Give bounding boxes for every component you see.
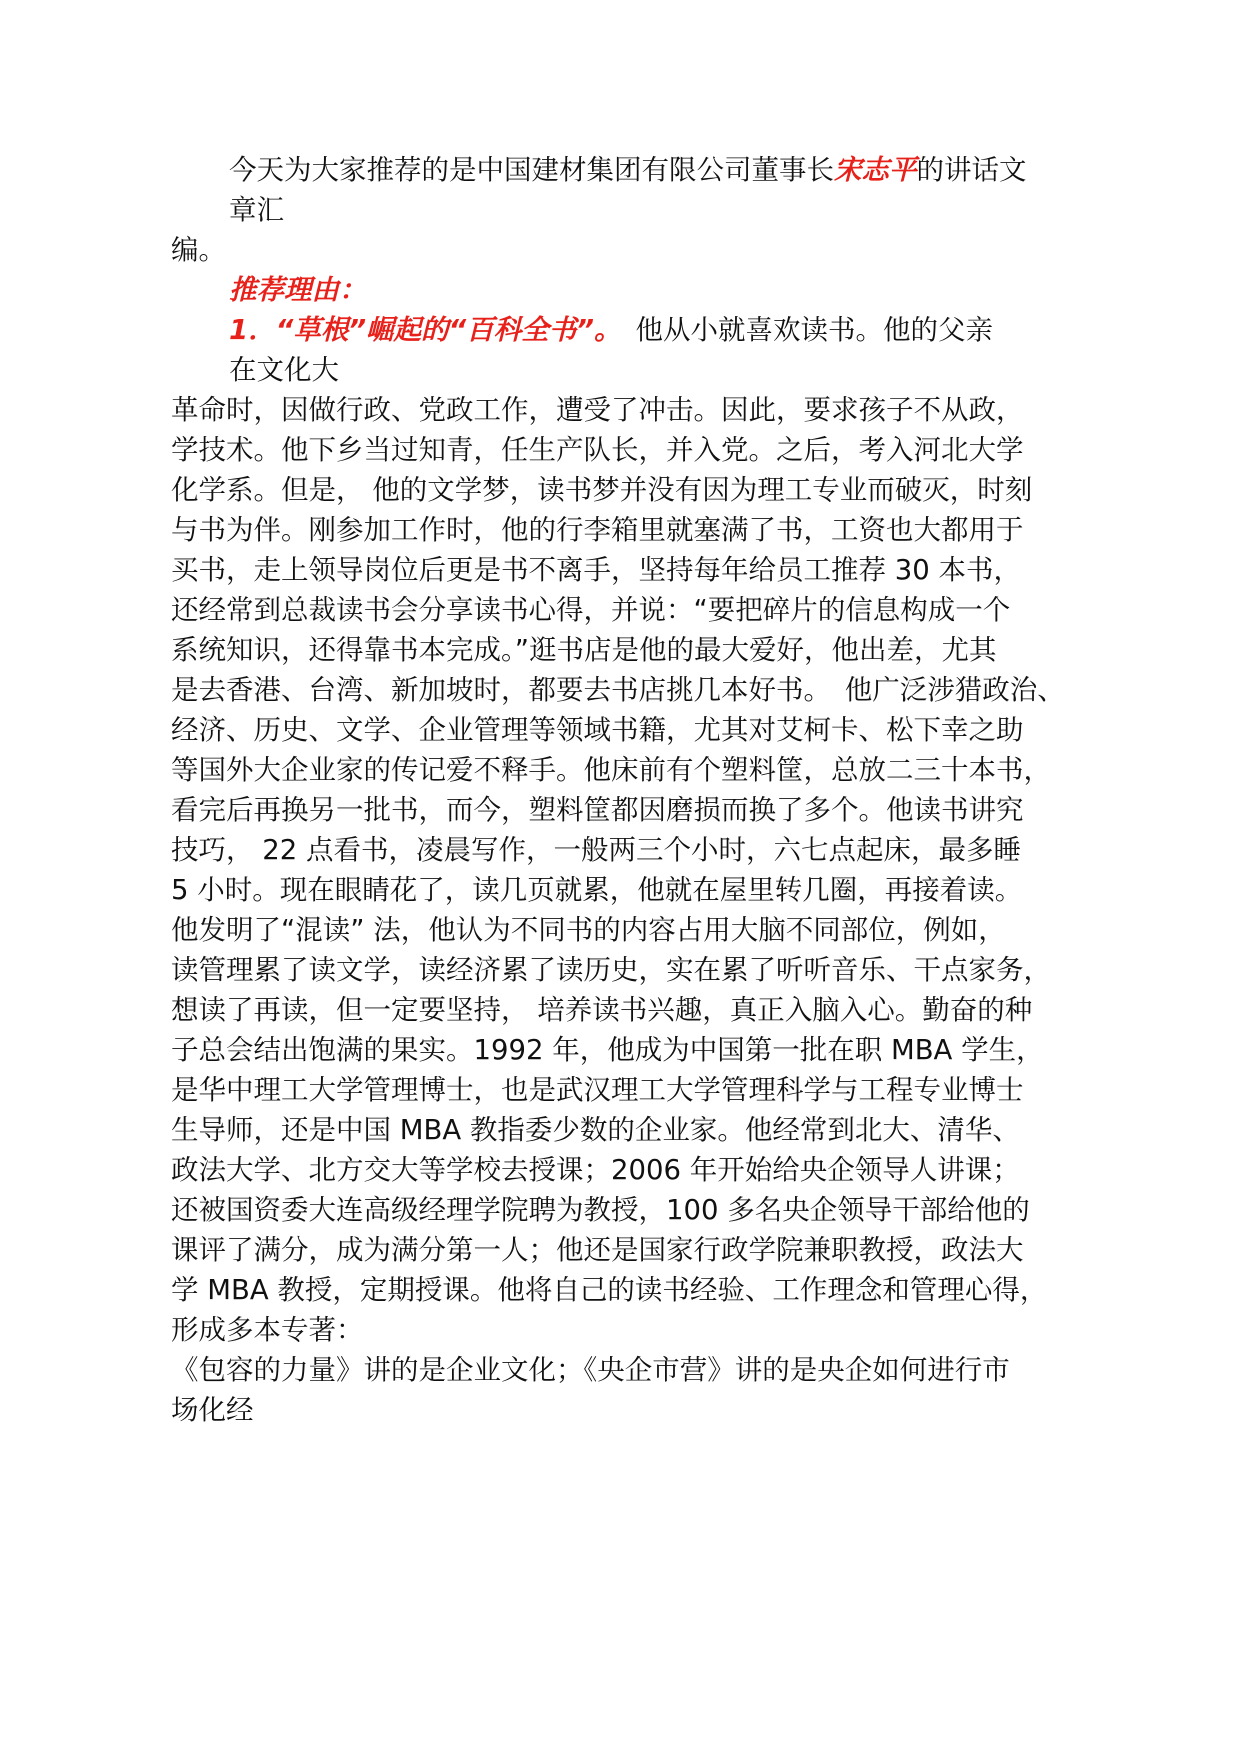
chairman-name: 宋志平: [834, 154, 917, 186]
body-line: 他发明了“混读” 法，他认为不同书的内容占用大脑不同部位，例如，: [171, 914, 1006, 946]
body-line: 与书为伴。刚参加工作时，他的行李箱里就塞满了书，工资也大都用于: [171, 514, 1024, 546]
section-heading: 推荐理由：: [229, 274, 367, 306]
point1-line: [229, 311, 993, 349]
intro-suffix: 的讲话文: [916, 154, 1027, 186]
body-line: 化学系。但是， 他的文学梦，读书梦并没有因为理工专业而破灭，时刻: [171, 474, 1033, 506]
body-line: 读管理累了读文学，读经济累了读历史，实在累了听听音乐、干点家务，: [171, 954, 1051, 986]
point1-wrap-line: 在文化大: [229, 354, 339, 386]
body-line: 经济、历史、文学、企业管理等领域书籍，尤其对艾柯卡、松下幸之助: [171, 714, 1024, 746]
body-line: 看完后再换另一批书，而今，塑料筐都因磨损而换了多个。他读书讲究: [171, 794, 1024, 826]
body-line: 课评了满分，成为满分第一人；他还是国家行政学院兼职教授，政法大: [171, 1234, 1024, 1266]
body-line: 革命时，因做行政、党政工作，遭受了冲击。因此，要求孩子不从政，: [171, 394, 1024, 426]
intro-wrap-line: 章汇: [229, 194, 284, 226]
body-line: 是去香港、台湾、新加坡时，都要去书店挑几本好书。 他广泛涉猎政治、: [171, 674, 1065, 706]
point1-text: 他从小就喜欢读书。他的父亲: [635, 314, 993, 346]
body-line: 学技术。他下乡当过知青，任生产队长，并入党。之后，考入河北大学: [171, 434, 1024, 466]
body-line: 还被国资委大连高级经理学院聘为教授，100 多名央企领导干部给他的: [171, 1194, 1030, 1226]
body-line: 是华中理工大学管理博士，也是武汉理工大学管理科学与工程专业博士: [171, 1074, 1024, 1106]
body-line: 买书，走上领导岗位后更是书不离手，坚持每年给员工推荐 30 本书，: [171, 554, 1021, 586]
book-line: 场化经: [171, 1394, 254, 1426]
point1-title: 1．“草根”崛起的“百科全书”。: [229, 314, 622, 346]
body-line: 形成多本专著：: [171, 1314, 364, 1346]
body-line: 技巧， 22 点看书，凌晨写作，一般两三个小时，六七点起床，最多睡: [171, 834, 1021, 866]
body-line: 生导师，还是中国 MBA 教指委少数的企业家。他经常到北大、清华、: [171, 1114, 1020, 1146]
intro-prefix: 今天为大家推荐的是中国建材集团有限公司董事长: [229, 154, 834, 186]
intro-end-line: 编。: [171, 234, 226, 266]
body-line: 政法大学、北方交大等学校去授课；2006 年开始给央企领导人讲课；: [171, 1154, 1020, 1186]
body-line: 子总会结出饱满的果实。1992 年，他成为中国第一批在职 MBA 学生，: [171, 1034, 1044, 1066]
body-line: 想读了再读，但一定要坚持， 培养读书兴趣，真正入脑入心。勤奋的种: [171, 994, 1033, 1026]
body-line: 等国外大企业家的传记爱不释手。他床前有个塑料筐，总放二三十本书，: [171, 754, 1051, 786]
book-line: 《包容的力量》讲的是企业文化；《央企市营》讲的是央企如何进行市: [171, 1354, 1010, 1386]
body-line: 学 MBA 教授，定期授课。他将自己的读书经验、工作理念和管理心得，: [171, 1274, 1048, 1306]
intro-line: [229, 151, 1027, 189]
body-line: 系统知识，还得靠书本完成。”逛书店是他的最大爱好，他出差，尤其: [171, 634, 997, 666]
body-line: 5 小时。现在眼睛花了，读几页就累，他就在屋里转几圈，再接着读。: [171, 874, 1023, 906]
body-line: 还经常到总裁读书会分享读书心得，并说：“要把碎片的信息构成一个: [171, 594, 1011, 626]
